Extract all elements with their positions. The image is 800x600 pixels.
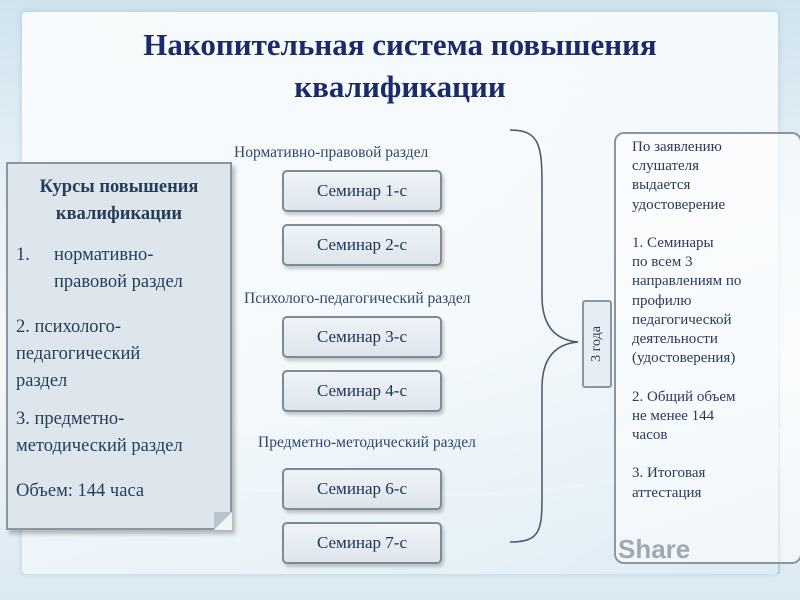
certificate-info-line: педагогической [632, 311, 732, 328]
certificate-info-line: 2. Общий объем [632, 388, 736, 405]
section-label-normative: Нормативно-правовой раздел [234, 144, 429, 161]
certificate-info-line: профилю [632, 292, 692, 309]
watermark: Share [618, 534, 691, 564]
certificate-info-line: направлениям по [632, 273, 742, 290]
courses-heading-line-1: Курсы повышения [39, 177, 199, 197]
item-2-line-3: раздел [16, 371, 68, 391]
title-line-1: Накопительная система повышения [143, 27, 657, 62]
seminar-box: Семинар 1-с [282, 170, 442, 212]
item-3-line-1: 3. предметно- [16, 409, 125, 429]
duration-label-box [582, 300, 612, 388]
certificate-info-line: 3. Итоговая [632, 465, 706, 482]
certificate-info-line: выдается [632, 177, 691, 194]
courses-box [6, 162, 232, 530]
page-fold [214, 512, 232, 530]
courses-heading-line-2: квалификации [55, 204, 183, 224]
title-line-2: квалификации [294, 69, 506, 104]
volume-text: Объем: 144 часа [16, 481, 145, 501]
certificate-info-line: часов [632, 427, 668, 443]
certificate-info-box [614, 132, 800, 564]
section-label-methodology: Предметно-методический раздел [258, 434, 476, 451]
certificate-info-line: по всем 3 [632, 254, 693, 271]
seminar-box: Семинар 4-с [282, 370, 442, 412]
seminar-box: Семинар 3-с [282, 316, 442, 358]
item-2-line-2: педагогический [16, 344, 141, 364]
certificate-info-line: слушателя [632, 158, 700, 175]
item-2-line-1: 2. психолого- [16, 317, 122, 337]
certificate-info-line: удостоверение [632, 196, 726, 213]
certificate-info-line: не менее 144 [632, 407, 715, 424]
certificate-info-line: 1. Семинары [632, 235, 714, 251]
item-1-line-2: правовой раздел [54, 272, 183, 292]
certificate-info-line: (удостоверения) [632, 350, 736, 367]
item-1-number: 1. [16, 245, 30, 265]
certificate-info-line: По заявлению [632, 139, 722, 155]
courses-heading [8, 174, 230, 228]
item-1-line-1: нормативно- [54, 245, 154, 265]
section-label-psychology: Психолого-педагогический раздел [244, 290, 471, 307]
duration-label: 3 года [589, 326, 604, 362]
certificate-info-line: деятельности [632, 331, 718, 347]
curly-brace [500, 126, 580, 546]
item-3-line-2: методический раздел [16, 436, 183, 456]
seminar-box: Семинар 6-с [282, 468, 442, 510]
slide-title [40, 24, 760, 108]
seminar-box: Семинар 2-с [282, 224, 442, 266]
certificate-info-line: аттестация [632, 484, 702, 501]
seminar-box: Семинар 7-с [282, 522, 442, 564]
